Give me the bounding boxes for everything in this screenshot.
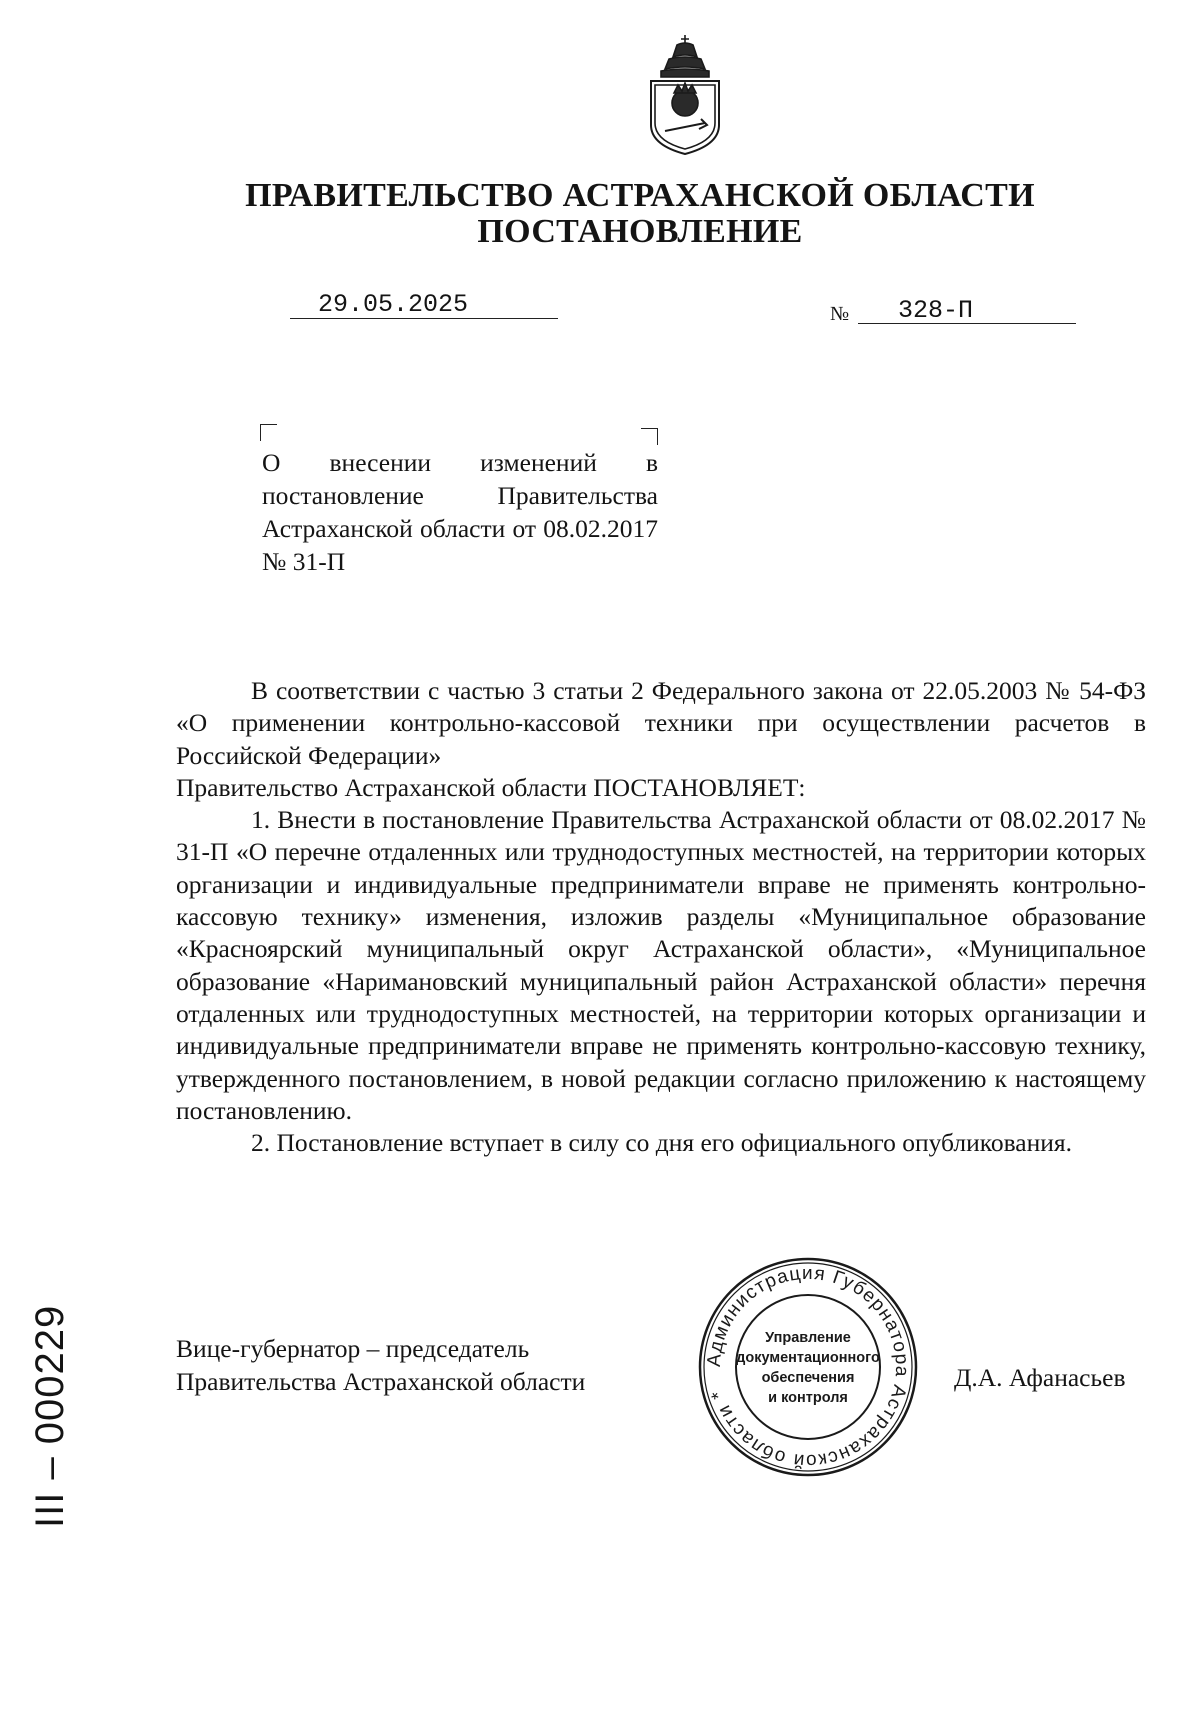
date-underline (290, 318, 558, 319)
signatory-name: Д.А. Афанасьев (954, 1363, 1126, 1392)
registration-code: III – 000229 (28, 1304, 72, 1528)
number-underline (858, 323, 1076, 324)
item-2-paragraph: 2. Постановление вступает в силу со дня его официального опубликования. (251, 1128, 1072, 1158)
document-header-organization: ПРАВИТЕЛЬСТВО АСТРАХАНСКОЙ ОБЛАСТИ (245, 177, 1035, 214)
signatory-position-line-2: Правительства Астраханской области (176, 1367, 586, 1396)
stamp-center-line-3: обеспечения (761, 1370, 855, 1386)
subject-corner-right (641, 428, 658, 445)
document-body (176, 675, 1146, 1159)
document-date: 29.05.2025 (318, 290, 469, 319)
stamp-center-line-4: и контроля (768, 1390, 848, 1406)
document-header-type: ПОСТАНОВЛЕНИЕ (477, 213, 803, 250)
stamp-ring-text: Администрация Губернатора Астраханской области * (703, 1262, 913, 1472)
coat-of-arms-icon (643, 33, 727, 156)
subject-corner-left (260, 424, 277, 441)
decree-line: Правительство Астраханской области ПОСТАНОВЛЯЕТ: (176, 772, 806, 802)
stamp-center-line-2: документационного (736, 1350, 880, 1366)
number-sign: № (830, 303, 850, 325)
document-subject: О внесении изменений в постановление Правительства Астраханской области от 08.02.2017 № 31-П (262, 448, 658, 576)
preamble-paragraph: В соответствии с частью 3 статьи 2 Федерального закона от 22.05.2003 № 54-ФЗ «О применении контрольно-кассовой техники при осуществлении расчетов в Российской Федерации» (176, 676, 1146, 770)
signatory-position-line-1: Вице-губернатор – председатель (176, 1334, 530, 1363)
item-1-paragraph: 1. Внести в постановление Правительства Астраханской области от 08.02.2017 № 31-П «О перечне отдаленных или труднодоступных местностей, на территории которых организации и индивидуальные предприниматели вправе не применять контрольно-кассовую технику» изменения, изложив разделы «Муниципальное образование «Красноярский муниципальный округ Астраханской области», «Муниципальное образование «Наримановский муниципальный район Астраханской области» перечня отдаленных или труднодоступных местностей, на территории которых организации и индивидуальные предприниматели вправе не применять контрольно-кассовую технику, утвержденного постановлением, в новой редакции согласно приложению к настоящему постановлению. (176, 805, 1146, 1125)
official-stamp (697, 1256, 919, 1478)
stamp-center-line-1: Управление (765, 1330, 851, 1346)
signatory-position (176, 1332, 585, 1398)
document-number: 328-П (898, 296, 974, 325)
